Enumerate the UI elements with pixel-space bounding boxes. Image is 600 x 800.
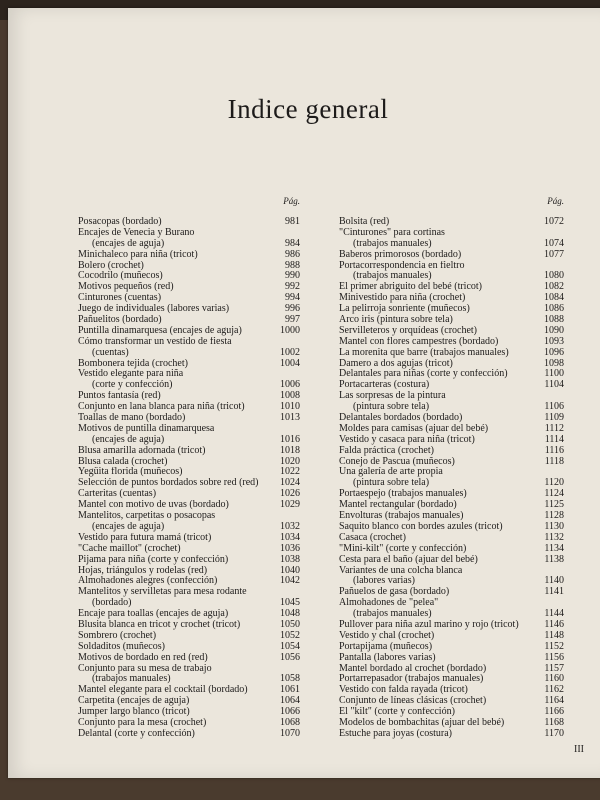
- index-entry: [339, 424, 564, 435]
- entry-title: Damero a dos agujas (tricot): [339, 358, 453, 369]
- entry-title: Cesta para el baño (ajuar del bebé): [339, 554, 478, 565]
- entry-title: Encajes de Venecia y Burano: [78, 227, 195, 238]
- entry-title: Bombonera tejida (crochet): [78, 358, 188, 369]
- entry-page: 1168: [544, 716, 564, 728]
- index-entry: [339, 261, 564, 272]
- entry-title: Cinturones (cuentas): [78, 293, 162, 304]
- page-column-label: Pág.: [283, 196, 300, 206]
- entry-page: 1146: [544, 618, 564, 630]
- index-entry: [339, 685, 564, 696]
- entry-title: Pañuelos de gasa (bordado): [339, 587, 450, 598]
- entry-title: Bolsita (red): [339, 217, 390, 227]
- entry-page: 1118: [544, 455, 564, 467]
- index-entry: [78, 304, 300, 315]
- entry-title: (encajes de aguja): [92, 434, 165, 445]
- index-entry: [78, 424, 300, 435]
- page-number: III: [574, 744, 584, 755]
- index-column-right: [339, 196, 564, 740]
- entry-title: Soldaditos (muñecos): [78, 641, 165, 652]
- entry-title: Pantalla (labores varias): [339, 652, 436, 663]
- entry-title: (trabajos manuales): [353, 271, 432, 282]
- entry-page: 1106: [544, 401, 564, 413]
- index-entry: [78, 522, 300, 533]
- entry-title: Selección de puntos bordados sobre red (red): [78, 478, 259, 489]
- entry-page: 1100: [544, 368, 564, 380]
- entry-page: 1016: [280, 433, 300, 445]
- entry-page: 992: [285, 281, 300, 293]
- index-entry: [339, 457, 564, 468]
- entry-page: 1080: [544, 270, 564, 282]
- entry-title: Blusa calada (crochet): [78, 456, 168, 467]
- entry-page: 1144: [544, 608, 564, 620]
- entry-page: 1068: [280, 716, 300, 728]
- entry-page: 1162: [544, 684, 564, 696]
- entry-title: Conejo de Pascua (muñecos): [339, 456, 455, 467]
- entry-page: 1112: [544, 422, 564, 434]
- index-entry: [78, 729, 300, 740]
- entry-title: Delantal (corte y confección): [78, 728, 195, 739]
- entry-title: Puntilla dinamarquesa (encajes de aguja): [78, 325, 242, 336]
- index-entry: [339, 609, 564, 620]
- index-entry: [339, 696, 564, 707]
- entry-title: (encajes de aguja): [92, 521, 165, 532]
- entry-title: Conjunto de líneas clásicas (crochet): [339, 696, 487, 707]
- index-entry: [339, 522, 564, 533]
- entry-page: 1148: [544, 629, 564, 641]
- entry-page: 1050: [280, 618, 300, 630]
- entry-title: Mantelitos y servilletas para mesa rodante: [78, 587, 247, 598]
- index-entry: [78, 707, 300, 718]
- entry-title: Vestido y casaca para niña (tricot): [339, 434, 475, 445]
- index-entry: [339, 653, 564, 664]
- entry-title: Portaespejo (trabajos manuales): [339, 489, 467, 500]
- entry-title: Carteritas (cuentas): [78, 489, 157, 500]
- index-entry: [78, 598, 300, 609]
- entry-page: 1006: [280, 379, 300, 391]
- index-entry: [78, 489, 300, 500]
- entry-title: (trabajos manuales): [353, 609, 432, 620]
- entry-page: 1160: [544, 673, 564, 685]
- entry-page: 1170: [544, 727, 564, 739]
- index-entry: [339, 631, 564, 642]
- entry-title: Jumper largo blanco (tricot): [78, 707, 190, 718]
- entry-page: 988: [285, 259, 300, 271]
- entry-page: 1038: [280, 553, 300, 565]
- entry-title: "Cinturones" para cortinas: [339, 227, 445, 238]
- index-entry: [339, 271, 564, 282]
- index-entry: [339, 315, 564, 326]
- entry-page: 1093: [544, 335, 564, 347]
- index-entry: [78, 369, 300, 380]
- entry-page: 1036: [280, 542, 300, 554]
- entry-page: 1018: [280, 444, 300, 456]
- entry-title: Cocodrilo (muñecos): [78, 271, 163, 282]
- index-entry: [78, 500, 300, 511]
- index-entry: [339, 359, 564, 370]
- entry-title: La morenita que barre (trabajos manuales): [339, 347, 509, 358]
- index-entry: [78, 566, 300, 577]
- entry-title: Arco iris (pintura sobre tela): [339, 315, 453, 326]
- index-entry: [78, 467, 300, 478]
- index-entry: [339, 566, 564, 577]
- entry-page: 996: [285, 303, 300, 315]
- entry-title: Mantel con flores campestres (bordado): [339, 336, 499, 347]
- entry-page: 1152: [544, 640, 564, 652]
- index-entry: [339, 282, 564, 293]
- index-entry: [78, 315, 300, 326]
- entry-title: Pijama para niña (corte y confección): [78, 554, 229, 565]
- index-entry: [78, 402, 300, 413]
- entry-title: Blusita blanca en tricot y crochet (tricot): [78, 619, 241, 630]
- entry-title: Delantales para niñas (corte y confección): [339, 369, 508, 380]
- index-entry: [78, 696, 300, 707]
- entry-title: Motivos de puntilla dinamarquesa: [78, 423, 215, 434]
- entry-page: 1084: [544, 292, 564, 304]
- entry-title: Pullover para niña azul marino y rojo (tricot): [339, 619, 519, 630]
- index-entry: [339, 729, 564, 740]
- index-entry: [78, 674, 300, 685]
- index-entry: [78, 446, 300, 457]
- entry-title: Moldes para camisas (ajuar del bebé): [339, 423, 489, 434]
- index-entry: [339, 326, 564, 337]
- entry-title: (pintura sobre tela): [353, 478, 430, 489]
- index-entry: [78, 609, 300, 620]
- entry-title: Motivos de bordado en red (red): [78, 652, 208, 663]
- entry-title: Saquito blanco con bordes azules (tricot): [339, 521, 503, 532]
- index-entry: [339, 348, 564, 359]
- entry-title: Almohadones de "pelea": [339, 598, 439, 609]
- page-column-label: Pág.: [547, 196, 564, 206]
- entry-title: Mantel elegante para el cocktail (bordado): [78, 685, 248, 696]
- index-entry: [78, 555, 300, 566]
- entry-title: Minichaleco para niña (tricot): [78, 249, 198, 260]
- index-entry: [339, 511, 564, 522]
- index-entry: [339, 304, 564, 315]
- entry-page: 1140: [544, 575, 564, 587]
- entry-title: El "kilt" (corte y confección): [339, 707, 455, 718]
- entry-page: 1048: [280, 608, 300, 620]
- entry-page: 1010: [280, 401, 300, 413]
- index-entry: [339, 598, 564, 609]
- index-entry: [339, 337, 564, 348]
- index-entry: [78, 511, 300, 522]
- entry-page: 1082: [544, 281, 564, 293]
- index-entry: [339, 467, 564, 478]
- entry-title: Portapijama (muñecos): [339, 641, 433, 652]
- index-list-left: [78, 217, 300, 740]
- index-entry: [339, 250, 564, 261]
- entry-title: (cuentas): [92, 347, 129, 358]
- entry-page: 1061: [280, 684, 300, 696]
- entry-page: 1029: [280, 499, 300, 511]
- entry-page: 981: [285, 216, 300, 227]
- index-entry: [78, 478, 300, 489]
- entry-page: 986: [285, 248, 300, 260]
- index-entry: [339, 587, 564, 598]
- book-page: [8, 8, 600, 778]
- index-entry: [78, 391, 300, 402]
- entry-page: 994: [285, 292, 300, 304]
- entry-page: 1070: [280, 727, 300, 739]
- index-entry: [78, 718, 300, 729]
- index-entry: [339, 500, 564, 511]
- index-entry: [78, 587, 300, 598]
- entry-page: 1045: [280, 597, 300, 609]
- entry-title: Motivos pequeños (red): [78, 282, 174, 293]
- entry-page: 1064: [280, 695, 300, 707]
- index-entry: [339, 217, 564, 228]
- index-entry: [339, 707, 564, 718]
- entry-title: Portacorrespondencia en fieltro: [339, 260, 465, 271]
- entry-page: 1042: [280, 575, 300, 587]
- entry-page: 1138: [544, 553, 564, 565]
- entry-title: Encaje para toallas (encajes de aguja): [78, 609, 229, 620]
- entry-title: Estuche para joyas (costura): [339, 728, 453, 739]
- index-entry: [339, 620, 564, 631]
- entry-title: Vestido elegante para niña: [78, 369, 184, 380]
- entry-title: Portarrepasador (trabajos manuales): [339, 674, 484, 685]
- index-entry: [78, 576, 300, 587]
- entry-title: Una galería de arte propia: [339, 467, 443, 478]
- entry-page: 1164: [544, 695, 564, 707]
- entry-title: Las sorpresas de la pintura: [339, 391, 446, 402]
- entry-page: 1040: [280, 564, 300, 576]
- index-entry: [339, 642, 564, 653]
- index-entry: [339, 239, 564, 250]
- index-entry: [339, 228, 564, 239]
- index-entry: [78, 620, 300, 631]
- index-entry: [339, 391, 564, 402]
- entry-page: 1096: [544, 346, 564, 358]
- index-entry: [339, 544, 564, 555]
- entry-page: 1090: [544, 324, 564, 336]
- entry-title: (trabajos manuales): [353, 238, 432, 249]
- entry-page: 1088: [544, 314, 564, 326]
- entry-title: El primer abriguito del bebé (tricot): [339, 282, 483, 293]
- entry-title: Conjunto para su mesa de trabajo: [78, 663, 212, 674]
- entry-title: Hojas, triángulos y rodelas (red): [78, 565, 208, 576]
- entry-title: Cómo transformar un vestido de fiesta: [78, 336, 232, 347]
- index-entry: [339, 674, 564, 685]
- entry-page: 1157: [544, 662, 564, 674]
- entry-title: Juego de individuales (labores varias): [78, 304, 230, 315]
- index-entry: [339, 533, 564, 544]
- index-entry: [78, 435, 300, 446]
- page-title: Indice general: [227, 94, 389, 124]
- entry-title: Puntos fantasía (red): [78, 391, 161, 402]
- entry-page: 1013: [280, 412, 300, 424]
- entry-page: 1104: [544, 379, 564, 391]
- entry-page: 1032: [280, 520, 300, 532]
- index-column-left: [78, 196, 300, 740]
- entry-title: "Cache maillot" (crochet): [78, 543, 181, 554]
- entry-page: 1141: [544, 586, 564, 598]
- entry-title: Falda práctica (crochet): [339, 445, 434, 456]
- entry-page: 1000: [280, 324, 300, 336]
- entry-title: Conjunto para la mesa (crochet): [78, 717, 207, 728]
- entry-page: 1132: [544, 531, 564, 543]
- entry-title: Mantel bordado al crochet (bordado): [339, 663, 487, 674]
- entry-title: (encajes de aguja): [92, 238, 165, 249]
- index-entry: [339, 576, 564, 587]
- entry-page: 1074: [544, 237, 564, 249]
- entry-title: La pelirroja sonriente (muñecos): [339, 304, 470, 315]
- entry-page: 1098: [544, 357, 564, 369]
- entry-page: 1024: [280, 477, 300, 489]
- index-entry: [339, 435, 564, 446]
- entry-page: 1120: [544, 477, 564, 489]
- index-entry: [78, 413, 300, 424]
- entry-page: 1072: [544, 216, 564, 227]
- entry-page: 1086: [544, 303, 564, 315]
- entry-title: Vestido con falda rayada (tricot): [339, 685, 468, 696]
- index-entry: [78, 282, 300, 293]
- entry-title: Casaca (crochet): [339, 532, 406, 543]
- entry-title: Mantel rectangular (bordado): [339, 500, 457, 511]
- index-entry: [78, 217, 300, 228]
- entry-title: Bolero (crochet): [78, 260, 144, 271]
- entry-page: 1114: [544, 433, 564, 445]
- entry-title: (bordado): [92, 598, 132, 609]
- index-entry: [339, 446, 564, 457]
- index-entry: [78, 685, 300, 696]
- entry-page: 1124: [544, 488, 564, 500]
- entry-page: 1052: [280, 629, 300, 641]
- entry-title: Envolturas (trabajos manuales): [339, 511, 464, 522]
- entry-page: 1054: [280, 640, 300, 652]
- entry-title: Toallas de mano (bordado): [78, 413, 186, 424]
- entry-page: 1066: [280, 706, 300, 718]
- index-entry: [78, 337, 300, 348]
- entry-page: 1134: [544, 542, 564, 554]
- index-entry: [339, 489, 564, 500]
- entry-title: Almohadones alegres (confección): [78, 576, 218, 587]
- entry-page: 1109: [544, 412, 564, 424]
- entry-title: (trabajos manuales): [92, 674, 171, 685]
- index-entry: [78, 653, 300, 664]
- entry-page: 1020: [280, 455, 300, 467]
- index-entry: [78, 271, 300, 282]
- entry-title: Baberos primorosos (bordado): [339, 249, 462, 260]
- entry-title: Portacarteras (costura): [339, 380, 430, 391]
- index-entry: [339, 478, 564, 489]
- index-entry: [339, 380, 564, 391]
- entry-page: 997: [285, 314, 300, 326]
- entry-page: 1125: [544, 499, 564, 511]
- entry-page: 1008: [280, 390, 300, 402]
- entry-page: 1022: [280, 466, 300, 478]
- index-entry: [78, 533, 300, 544]
- entry-page: 990: [285, 270, 300, 282]
- entry-page: 1004: [280, 357, 300, 369]
- entry-page: 1026: [280, 488, 300, 500]
- entry-page: 1058: [280, 673, 300, 685]
- entry-title: Conjunto en lana blanca para niña (tricot): [78, 402, 245, 413]
- index-entry: [339, 718, 564, 729]
- entry-title: Variantes de una colcha blanca: [339, 565, 463, 576]
- entry-title: Vestido para futura mamá (tricot): [78, 532, 212, 543]
- entry-title: (corte y confección): [92, 380, 173, 391]
- entry-title: Servilleteros y orquídeas (crochet): [339, 325, 478, 336]
- index-entry: [78, 544, 300, 555]
- entry-title: Modelos de bombachitas (ajuar del bebé): [339, 717, 505, 728]
- entry-title: Delantales bordados (bordado): [339, 413, 463, 424]
- entry-page: 1166: [544, 706, 564, 718]
- index-entry: [339, 402, 564, 413]
- entry-title: (labores varias): [353, 576, 415, 587]
- entry-page: 984: [285, 237, 300, 249]
- index-entry: [78, 642, 300, 653]
- entry-page: 1116: [544, 444, 564, 456]
- index-entry: [339, 293, 564, 304]
- index-entry: [78, 239, 300, 250]
- index-entry: [78, 261, 300, 272]
- entry-page: 1077: [544, 248, 564, 260]
- index-entry: [78, 664, 300, 675]
- entry-title: Blusa amarilla adornada (tricot): [78, 445, 206, 456]
- entry-page: 1128: [544, 510, 564, 522]
- entry-title: Posacopas (bordado): [78, 217, 162, 227]
- index-entry: [78, 293, 300, 304]
- entry-page: 1034: [280, 531, 300, 543]
- index-entry: [339, 413, 564, 424]
- entry-title: Minivestido para niña (crochet): [339, 293, 466, 304]
- index-entry: [78, 380, 300, 391]
- index-entry: [78, 457, 300, 468]
- index-entry: [78, 228, 300, 239]
- entry-page: 1156: [544, 651, 564, 663]
- index-entry: [78, 326, 300, 337]
- index-list-right: [339, 217, 564, 740]
- entry-title: Pañuelitos (bordado): [78, 315, 162, 326]
- index-entry: [78, 631, 300, 642]
- entry-title: Carpetita (encajes de aguja): [78, 696, 190, 707]
- index-entry: [78, 250, 300, 261]
- entry-page: 1130: [544, 520, 564, 532]
- index-entry: [339, 664, 564, 675]
- entry-page: 1002: [280, 346, 300, 358]
- index-entry: [339, 555, 564, 566]
- entry-title: "Mini-kilt" (corte y confección): [339, 543, 467, 554]
- entry-page: 1056: [280, 651, 300, 663]
- entry-title: Vestido y chal (crochet): [339, 630, 435, 641]
- entry-title: Mantel con motivo de uvas (bordado): [78, 500, 229, 511]
- index-entry: [78, 348, 300, 359]
- entry-title: Sombrero (crochet): [78, 630, 157, 641]
- entry-title: Mantelitos, carpetitas o posacopas: [78, 511, 216, 522]
- index-entry: [339, 369, 564, 380]
- entry-title: Yegüita florida (muñecos): [78, 467, 183, 478]
- entry-title: (pintura sobre tela): [353, 402, 430, 413]
- index-entry: [78, 359, 300, 370]
